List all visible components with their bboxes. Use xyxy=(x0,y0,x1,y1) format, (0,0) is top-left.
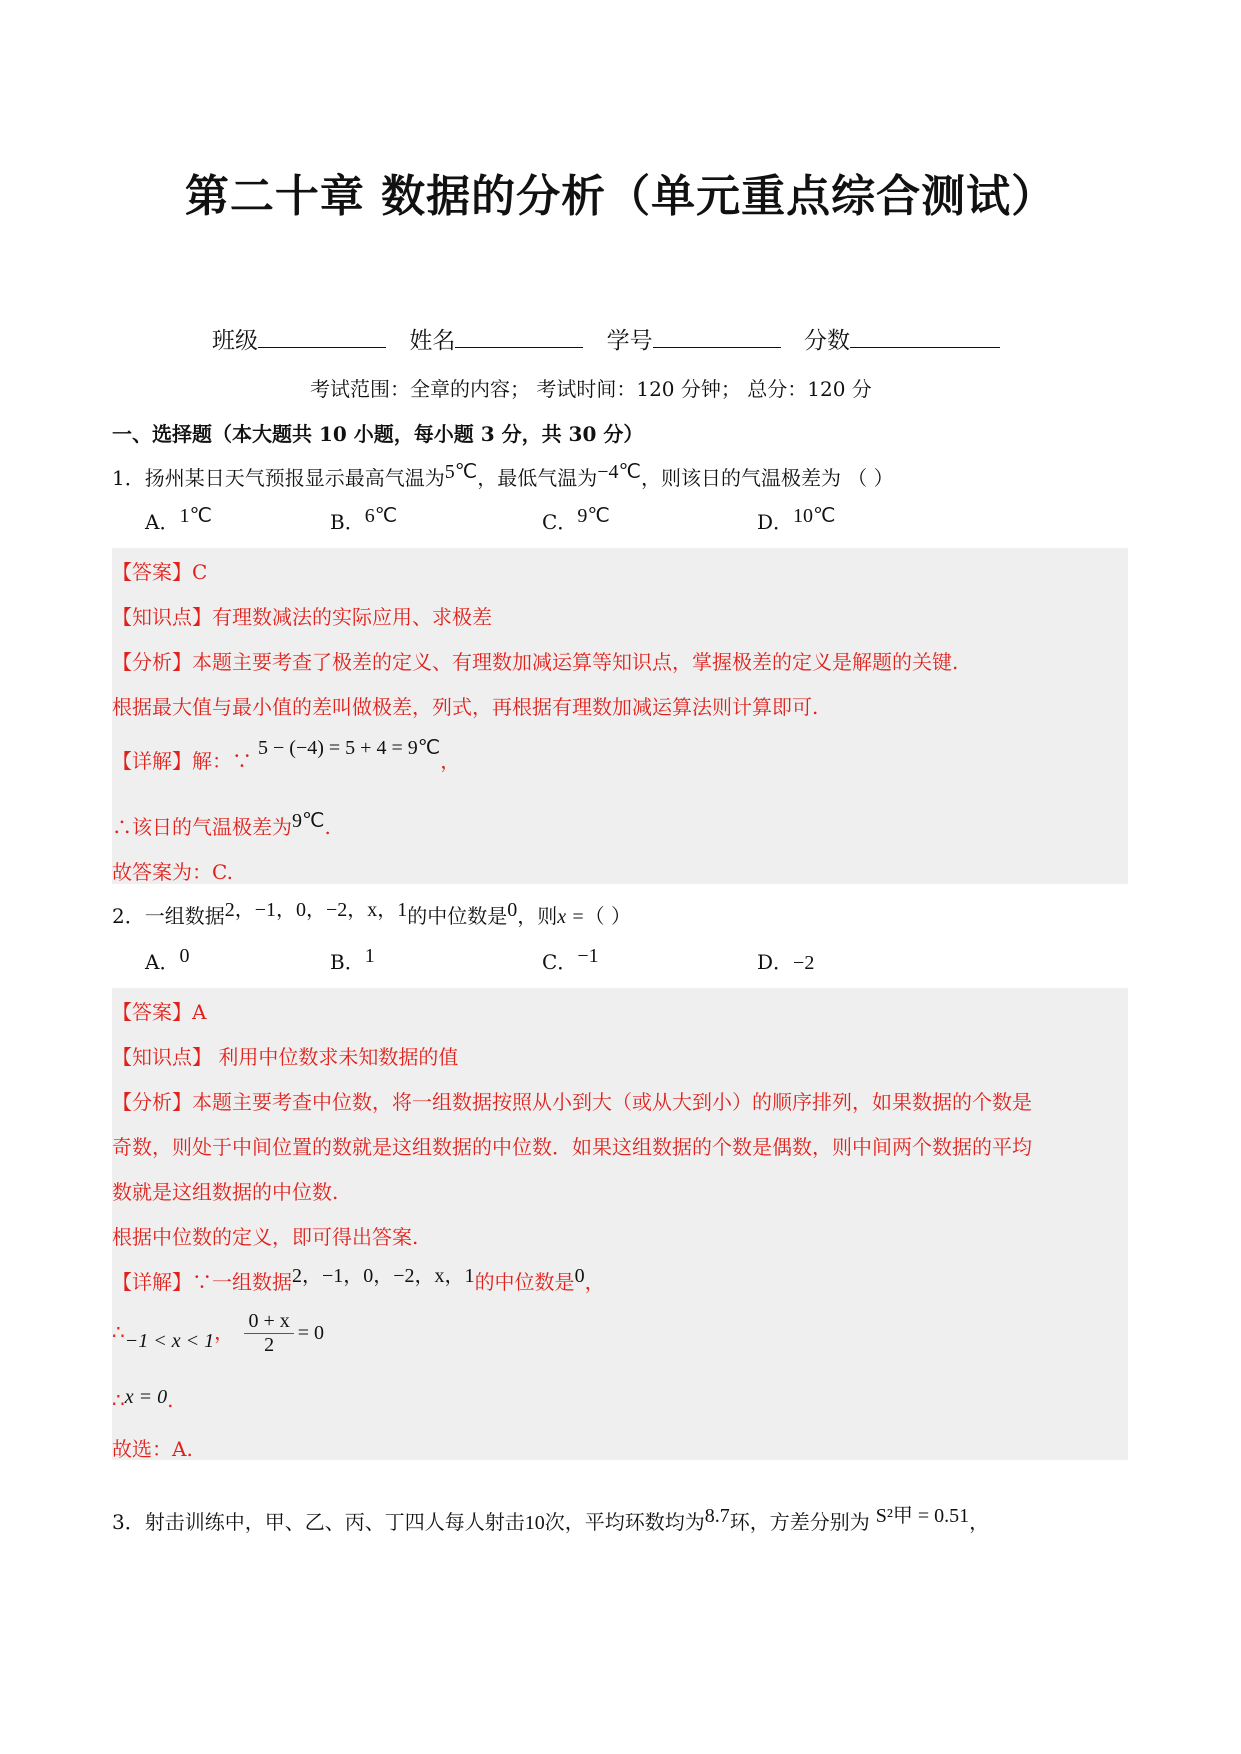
q1-answer: 【答案】C xyxy=(112,560,208,584)
q2-analysis-3: 数就是这组数据的中位数. xyxy=(112,1180,339,1204)
q1-option-b: B．6℃ xyxy=(330,505,398,534)
q1-analysis-1: 【分析】本题主要考查了极差的定义、有理数加减运算等知识点，掌握极差的定义是解题的关键. xyxy=(112,650,959,674)
q2-option-d: D．−2 xyxy=(757,950,815,974)
q2-analysis-1: 【分析】本题主要考查中位数，将一组数据按照从小到大（或从大到小）的顺序排列，如果数据的个数是 xyxy=(112,1090,1032,1114)
q2-fraction: $\frac{0 + x}{2}$ xyxy=(244,1310,293,1357)
question-3-stem: 3．射击训练中，甲、乙、丙、丁四人每人射击10次，平均环数均为8.7环，方差分别为 S²甲 = 0.51， xyxy=(112,1505,990,1534)
q1-therefore: ∴该日的气温极差为9℃. xyxy=(112,810,331,839)
q1-analysis-2: 根据最大值与最小值的差叫做极差，列式，再根据有理数加减运算法则计算即可. xyxy=(112,695,819,719)
q2-option-b: B．1 xyxy=(330,945,375,974)
q2-therefore-2: ∴x = 0. xyxy=(112,1386,174,1412)
q2-knowledge: 【知识点】 利用中位数求未知数据的值 xyxy=(112,1045,459,1069)
q1-stem-text-b: ，最低气温为 xyxy=(477,466,598,490)
student-info-line xyxy=(212,322,1016,355)
q2-detail: 【详解】∵一组数据2，−1，0，−2，x，1的中位数是0， xyxy=(112,1265,605,1294)
id-label: 学号 xyxy=(606,328,653,354)
score-blank xyxy=(850,325,1000,348)
q1-stem-text-c: ，则该日的气温极差为 （ ） xyxy=(640,466,894,490)
q2-final: 故选：A. xyxy=(112,1437,193,1461)
q1-stem-text: 1．扬州某日天气预报显示最高气温为 xyxy=(112,466,445,490)
q1-knowledge: 【知识点】有理数减法的实际应用、求极差 xyxy=(112,605,492,629)
name-label: 姓名 xyxy=(409,328,456,354)
page-title: 第二十章 数据的分析（单元重点综合测试） xyxy=(184,171,1057,222)
class-label: 班级 xyxy=(212,328,258,354)
q2-option-c: C．−1 xyxy=(542,945,599,974)
question-2-stem: 2．一组数据2，−1，0，−2，x，1的中位数是0，则x =（ ） xyxy=(112,899,632,928)
q2-data-list: 2，−1，0，−2，x，1 xyxy=(224,899,408,921)
class-blank xyxy=(258,325,386,348)
q1-final: 故答案为：C. xyxy=(112,860,233,884)
id-blank xyxy=(653,325,781,348)
q1-option-c: C．9℃ xyxy=(542,505,610,534)
section-title: 一、选择题（本大题共 10 小题，每小题 3 分，共 30 分） xyxy=(112,422,644,446)
q2-analysis-4: 根据中位数的定义，即可得出答案. xyxy=(112,1225,419,1249)
q1-detail: 【详解】解：∵5 − (−4) = 5 + 4 = 9℃， xyxy=(112,737,461,773)
q2-analysis-2: 奇数，则处于中间位置的数就是这组数据的中位数．如果这组数据的个数是偶数，则中间两个数据的平均 xyxy=(112,1135,1032,1159)
q2-therefore-1: ∴−1 < x < 1， $\frac{0 + x}{2}$ = 0 xyxy=(112,1310,325,1356)
q1-option-a: A．1℃ xyxy=(145,505,212,534)
question-1-stem xyxy=(112,462,894,491)
q2-option-a: A．0 xyxy=(145,945,190,974)
score-label: 分数 xyxy=(803,328,850,354)
name-blank xyxy=(455,325,583,348)
q1-high-temp: 5℃ xyxy=(444,461,478,483)
q2-answer: 【答案】A xyxy=(112,1000,207,1024)
exam-scope: 考试范围：全章的内容； 考试时间：120 分钟； 总分：120 分 xyxy=(310,377,872,401)
q1-option-d: D．10℃ xyxy=(757,505,836,534)
q1-low-temp: −4℃ xyxy=(597,461,641,483)
